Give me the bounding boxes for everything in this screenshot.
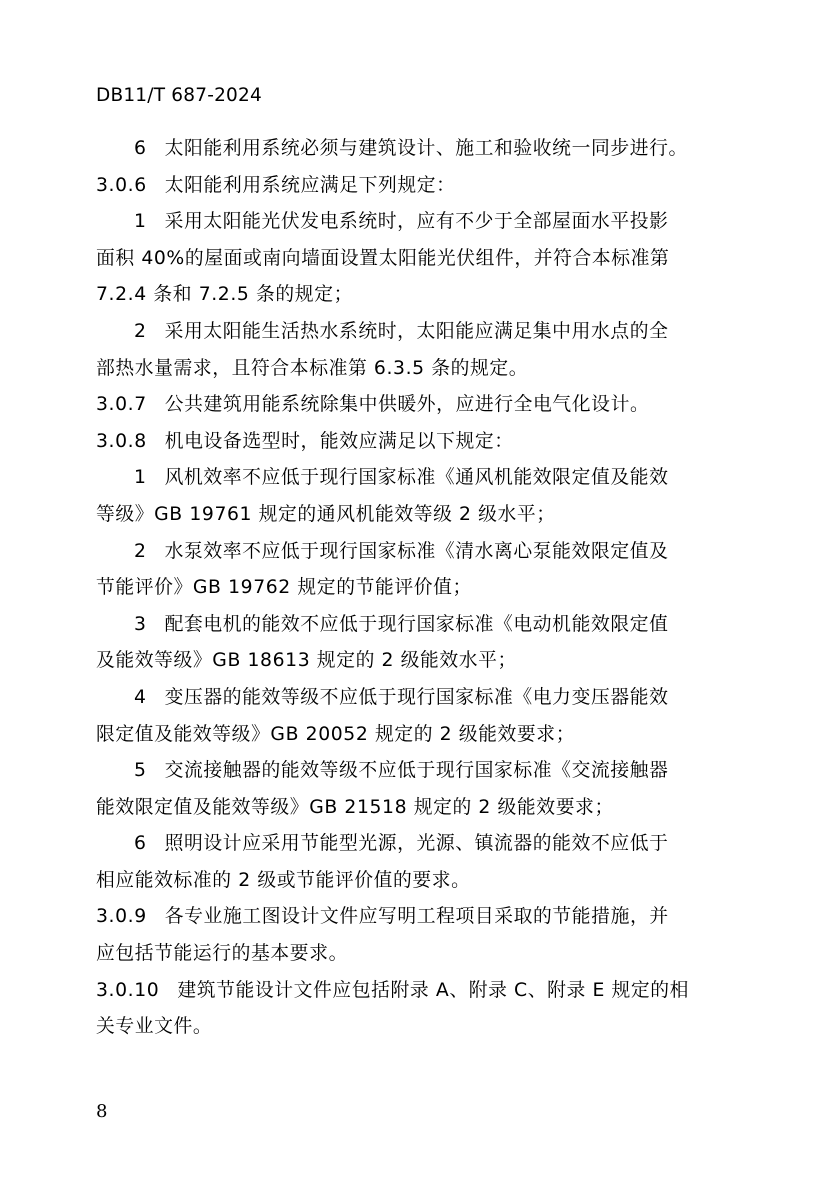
item-number: 3 [134, 613, 147, 635]
list-item [96, 131, 736, 168]
clause-3-0-6 [96, 168, 736, 205]
item-text-continuation: 能效限定值及能效等级》GB 21518 规定的 2 级能效要求； [96, 796, 614, 818]
list-item [96, 314, 736, 387]
page-number: 8 [96, 1101, 108, 1122]
list-item [96, 460, 736, 533]
clause-text: 太阳能利用系统应满足下列规定： [164, 174, 456, 196]
item-number: 4 [134, 686, 147, 708]
standard-code-header: DB11/T 687-2024 [96, 85, 262, 106]
clause-text: 建筑节能设计文件应包括附录 A、附录 C、附录 E 规定的相 [177, 979, 690, 1001]
list-item [96, 607, 736, 680]
list-item [96, 534, 736, 607]
clause-text-continuation: 应包括节能运行的基本要求。 [96, 943, 348, 965]
clause-number: 3.0.8 [96, 430, 147, 452]
item-text-continuation: 7.2.4 条和 7.2.5 条的规定； [96, 284, 353, 306]
clause-number: 3.0.10 [96, 979, 160, 1001]
clause-text: 机电设备选型时，能效应满足以下规定： [164, 430, 514, 452]
clause-3-0-7 [96, 387, 736, 424]
clause-3-0-9 [96, 899, 736, 972]
clause-3-0-8 [96, 424, 736, 461]
item-text-continuation: 限定值及能效等级》GB 20052 规定的 2 级能效要求； [96, 723, 576, 745]
item-number: 1 [134, 467, 147, 489]
item-text: 照明设计应采用节能型光源，光源、镇流器的能效不应低于 [164, 833, 669, 855]
item-text-continuation: 节能评价》GB 19762 规定的节能评价值； [96, 577, 472, 599]
list-item [96, 680, 736, 753]
item-text: 变压器的能效等级不应低于现行国家标准《电力变压器能效 [164, 686, 669, 708]
list-item [96, 204, 736, 314]
item-text: 太阳能利用系统必须与建筑设计、施工和验收统一同步进行。 [164, 138, 688, 159]
document-body [96, 131, 736, 1046]
item-number: 1 [134, 211, 147, 233]
item-text: 采用太阳能光伏发电系统时，应有不少于全部屋面水平投影 [164, 211, 669, 233]
item-text: 采用太阳能生活热水系统时，太阳能应满足集中用水点的全 [164, 320, 669, 342]
item-number: 2 [134, 540, 147, 562]
item-text: 风机效率不应低于现行国家标准《通风机能效限定值及能效 [164, 467, 669, 489]
item-text: 水泵效率不应低于现行国家标准《清水离心泵能效限定值及 [164, 540, 669, 562]
clause-3-0-10 [96, 973, 736, 1046]
item-text-continuation: 等级》GB 19761 规定的通风机能效等级 2 级水平； [96, 503, 556, 525]
item-number: 6 [134, 833, 147, 855]
item-text-continuation: 相应能效标准的 2 级或节能评价值的要求。 [96, 869, 471, 891]
list-item [96, 826, 736, 899]
item-text-continuation: 及能效等级》GB 18613 规定的 2 级能效水平； [96, 650, 517, 672]
clause-number: 3.0.6 [96, 174, 147, 196]
clause-text: 公共建筑用能系统除集中供暖外，应进行全电气化设计。 [164, 394, 650, 416]
clause-number: 3.0.7 [96, 394, 147, 416]
item-number: 6 [134, 138, 147, 159]
item-text: 配套电机的能效不应低于现行国家标准《电动机能效限定值 [164, 613, 669, 635]
item-number: 2 [134, 320, 147, 342]
item-text-continuation: 面积 40%的屋面或南向墙面设置太阳能光伏组件，并符合本标准第 [96, 247, 670, 269]
clause-text: 各专业施工图设计文件应写明工程项目采取的节能措施，并 [164, 906, 669, 928]
item-text: 交流接触器的能效等级不应低于现行国家标准《交流接触器 [164, 760, 669, 782]
item-text-continuation: 部热水量需求，且符合本标准第 6.3.5 条的规定。 [96, 357, 529, 379]
item-number: 5 [134, 760, 147, 782]
clause-text-continuation: 关专业文件。 [96, 1016, 213, 1038]
list-item [96, 753, 736, 826]
clause-number: 3.0.9 [96, 906, 147, 928]
